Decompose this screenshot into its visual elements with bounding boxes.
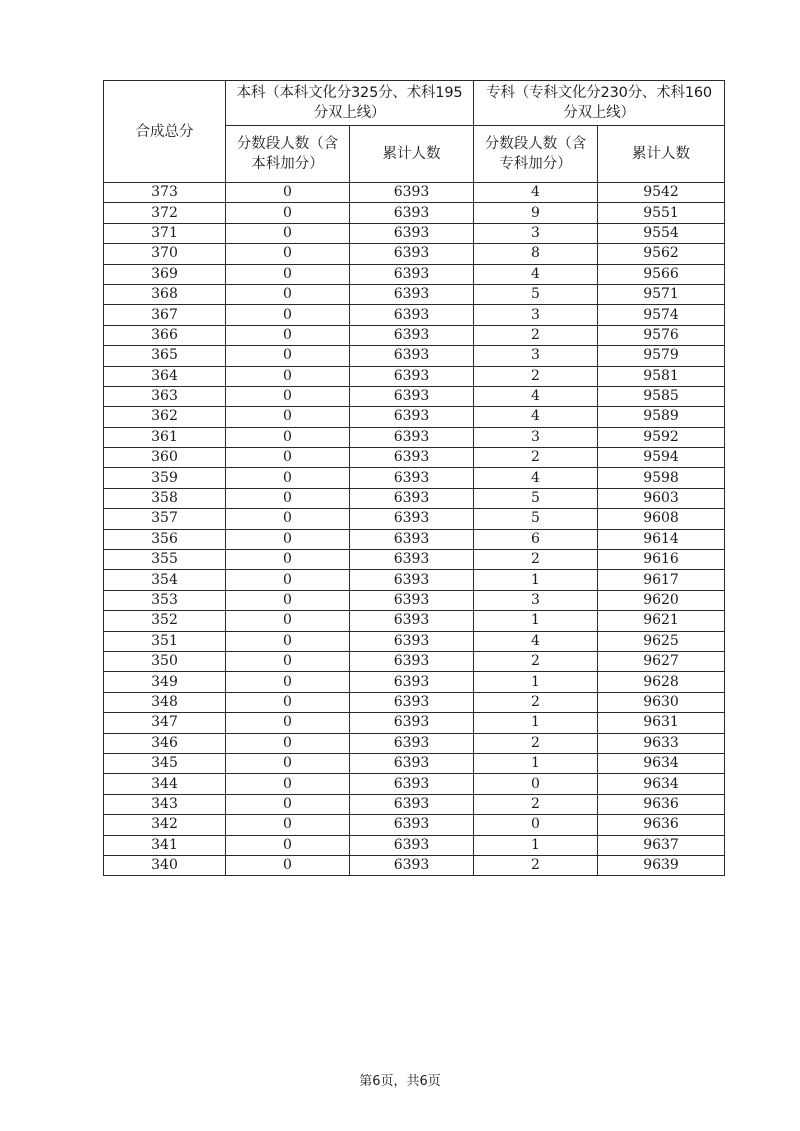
cell-score: 352 <box>104 611 226 631</box>
cell-undergrad-cumulative: 6393 <box>350 835 474 855</box>
cell-junior-cumulative: 9554 <box>598 223 725 243</box>
cell-junior-count: 5 <box>474 284 598 304</box>
cell-junior-count: 3 <box>474 427 598 447</box>
cell-score: 366 <box>104 325 226 345</box>
cell-undergrad-count: 0 <box>226 550 350 570</box>
cell-junior-count: 4 <box>474 468 598 488</box>
cell-undergrad-count: 0 <box>226 692 350 712</box>
cell-score: 348 <box>104 692 226 712</box>
table-row <box>104 570 725 590</box>
cell-undergrad-cumulative: 6393 <box>350 611 474 631</box>
table-row <box>104 305 725 325</box>
header-undergrad-cumulative: 累计人数 <box>350 126 474 183</box>
cell-undergrad-cumulative: 6393 <box>350 325 474 345</box>
table-row <box>104 672 725 692</box>
cell-undergrad-count: 0 <box>226 611 350 631</box>
cell-junior-cumulative: 9566 <box>598 264 725 284</box>
cell-undergrad-cumulative: 6393 <box>350 203 474 223</box>
cell-junior-cumulative: 9579 <box>598 346 725 366</box>
cell-junior-cumulative: 9574 <box>598 305 725 325</box>
cell-score: 349 <box>104 672 226 692</box>
cell-junior-count: 5 <box>474 509 598 529</box>
header-score: 合成总分 <box>104 81 226 183</box>
cell-score: 368 <box>104 284 226 304</box>
cell-junior-cumulative: 9627 <box>598 651 725 671</box>
cell-junior-cumulative: 9630 <box>598 692 725 712</box>
cell-junior-count: 8 <box>474 244 598 264</box>
header-junior-count-line1: 分数段人数（含 <box>484 136 587 152</box>
table-row <box>104 835 725 855</box>
cell-undergrad-cumulative: 6393 <box>350 346 474 366</box>
cell-score: 350 <box>104 651 226 671</box>
cell-score: 351 <box>104 631 226 651</box>
cell-undergrad-count: 0 <box>226 855 350 875</box>
table-row <box>104 590 725 610</box>
cell-undergrad-cumulative: 6393 <box>350 386 474 406</box>
cell-undergrad-count: 0 <box>226 488 350 508</box>
header-junior-cumulative: 累计人数 <box>598 126 725 183</box>
cell-junior-count: 1 <box>474 713 598 733</box>
cell-undergrad-cumulative: 6393 <box>350 774 474 794</box>
cell-undergrad-count: 0 <box>226 509 350 529</box>
cell-junior-cumulative: 9631 <box>598 713 725 733</box>
cell-junior-cumulative: 9617 <box>598 570 725 590</box>
cell-junior-count: 4 <box>474 183 598 203</box>
cell-undergrad-cumulative: 6393 <box>350 692 474 712</box>
header-undergrad-title-line1: 本科（本科文化分325分、术科195 <box>236 85 463 101</box>
table-row <box>104 509 725 529</box>
page-footer: 第6页，共6页 <box>359 1074 441 1089</box>
header-junior-title-line2: 分双上线） <box>563 105 635 121</box>
table-row <box>104 346 725 366</box>
cell-junior-cumulative: 9634 <box>598 774 725 794</box>
cell-undergrad-cumulative: 6393 <box>350 284 474 304</box>
table-row <box>104 611 725 631</box>
cell-junior-cumulative: 9620 <box>598 590 725 610</box>
cell-undergrad-count: 0 <box>226 713 350 733</box>
cell-undergrad-count: 0 <box>226 183 350 203</box>
cell-junior-cumulative: 9589 <box>598 407 725 427</box>
table-row <box>104 488 725 508</box>
cell-undergrad-count: 0 <box>226 651 350 671</box>
cell-junior-cumulative: 9571 <box>598 284 725 304</box>
cell-junior-count: 0 <box>474 815 598 835</box>
header-undergrad-title-line2: 分双上线） <box>313 105 386 121</box>
cell-score: 363 <box>104 386 226 406</box>
cell-undergrad-count: 0 <box>226 305 350 325</box>
cell-score: 354 <box>104 570 226 590</box>
table-row <box>104 692 725 712</box>
cell-junior-cumulative: 9633 <box>598 733 725 753</box>
table-row <box>104 713 725 733</box>
table-row <box>104 774 725 794</box>
cell-undergrad-count: 0 <box>226 835 350 855</box>
cell-undergrad-count: 0 <box>226 264 350 284</box>
cell-junior-cumulative: 9608 <box>598 509 725 529</box>
cell-undergrad-cumulative: 6393 <box>350 815 474 835</box>
cell-junior-count: 2 <box>474 448 598 468</box>
cell-junior-cumulative: 9594 <box>598 448 725 468</box>
cell-junior-count: 4 <box>474 264 598 284</box>
table-row <box>104 733 725 753</box>
cell-undergrad-count: 0 <box>226 672 350 692</box>
cell-score: 373 <box>104 183 226 203</box>
table-row <box>104 427 725 447</box>
cell-junior-cumulative: 9603 <box>598 488 725 508</box>
cell-undergrad-cumulative: 6393 <box>350 183 474 203</box>
cell-undergrad-count: 0 <box>226 529 350 549</box>
cell-undergrad-count: 0 <box>226 631 350 651</box>
cell-junior-cumulative: 9625 <box>598 631 725 651</box>
cell-score: 344 <box>104 774 226 794</box>
cell-junior-cumulative: 9634 <box>598 753 725 773</box>
cell-undergrad-cumulative: 6393 <box>350 672 474 692</box>
table-row <box>104 366 725 386</box>
cell-undergrad-cumulative: 6393 <box>350 488 474 508</box>
cell-junior-count: 9 <box>474 203 598 223</box>
cell-junior-count: 2 <box>474 550 598 570</box>
score-distribution-table <box>103 80 725 876</box>
cell-undergrad-count: 0 <box>226 366 350 386</box>
cell-junior-count: 2 <box>474 325 598 345</box>
cell-junior-cumulative: 9576 <box>598 325 725 345</box>
header-undergrad-count-line1: 分数段人数（含 <box>236 136 339 152</box>
cell-undergrad-cumulative: 6393 <box>350 733 474 753</box>
table-row <box>104 448 725 468</box>
cell-undergrad-cumulative: 6393 <box>350 550 474 570</box>
cell-undergrad-count: 0 <box>226 590 350 610</box>
cell-junior-count: 1 <box>474 753 598 773</box>
table-row <box>104 651 725 671</box>
cell-undergrad-count: 0 <box>226 244 350 264</box>
cell-undergrad-cumulative: 6393 <box>350 713 474 733</box>
cell-undergrad-count: 0 <box>226 407 350 427</box>
cell-junior-cumulative: 9592 <box>598 427 725 447</box>
cell-undergrad-cumulative: 6393 <box>350 570 474 590</box>
cell-undergrad-count: 0 <box>226 794 350 814</box>
cell-undergrad-count: 0 <box>226 203 350 223</box>
cell-undergrad-cumulative: 6393 <box>350 244 474 264</box>
table-row <box>104 386 725 406</box>
cell-junior-count: 4 <box>474 407 598 427</box>
cell-junior-cumulative: 9614 <box>598 529 725 549</box>
cell-undergrad-count: 0 <box>226 753 350 773</box>
cell-undergrad-cumulative: 6393 <box>350 631 474 651</box>
table-row <box>104 550 725 570</box>
cell-junior-count: 4 <box>474 631 598 651</box>
cell-undergrad-count: 0 <box>226 284 350 304</box>
cell-junior-count: 2 <box>474 366 598 386</box>
header-undergrad-count <box>226 126 350 183</box>
table-row <box>104 284 725 304</box>
cell-undergrad-count: 0 <box>226 386 350 406</box>
cell-junior-count: 4 <box>474 386 598 406</box>
cell-undergrad-cumulative: 6393 <box>350 427 474 447</box>
table-row <box>104 631 725 651</box>
cell-score: 347 <box>104 713 226 733</box>
cell-undergrad-cumulative: 6393 <box>350 794 474 814</box>
table-row <box>104 203 725 223</box>
cell-junior-cumulative: 9585 <box>598 386 725 406</box>
cell-junior-count: 1 <box>474 570 598 590</box>
table-row <box>104 325 725 345</box>
cell-undergrad-cumulative: 6393 <box>350 448 474 468</box>
cell-junior-count: 3 <box>474 305 598 325</box>
cell-junior-cumulative: 9637 <box>598 835 725 855</box>
cell-junior-cumulative: 9636 <box>598 815 725 835</box>
cell-junior-cumulative: 9562 <box>598 244 725 264</box>
cell-junior-count: 1 <box>474 672 598 692</box>
cell-undergrad-cumulative: 6393 <box>350 509 474 529</box>
table-row <box>104 753 725 773</box>
cell-undergrad-count: 0 <box>226 427 350 447</box>
cell-score: 364 <box>104 366 226 386</box>
cell-score: 340 <box>104 855 226 875</box>
cell-undergrad-count: 0 <box>226 570 350 590</box>
table-row <box>104 815 725 835</box>
cell-undergrad-cumulative: 6393 <box>350 366 474 386</box>
table-row <box>104 529 725 549</box>
cell-undergrad-cumulative: 6393 <box>350 305 474 325</box>
cell-score: 365 <box>104 346 226 366</box>
header-junior-group <box>474 81 725 126</box>
cell-score: 356 <box>104 529 226 549</box>
cell-score: 346 <box>104 733 226 753</box>
cell-score: 371 <box>104 223 226 243</box>
cell-junior-count: 6 <box>474 529 598 549</box>
cell-score: 361 <box>104 427 226 447</box>
cell-score: 372 <box>104 203 226 223</box>
cell-score: 370 <box>104 244 226 264</box>
table-row <box>104 183 725 203</box>
cell-undergrad-count: 0 <box>226 223 350 243</box>
cell-junior-count: 3 <box>474 590 598 610</box>
cell-junior-count: 3 <box>474 223 598 243</box>
cell-junior-cumulative: 9542 <box>598 183 725 203</box>
header-junior-title-line1: 专科（专科文化分230分、术科160 <box>486 85 712 101</box>
cell-score: 341 <box>104 835 226 855</box>
cell-undergrad-count: 0 <box>226 815 350 835</box>
cell-undergrad-cumulative: 6393 <box>350 223 474 243</box>
cell-junior-count: 1 <box>474 835 598 855</box>
cell-undergrad-cumulative: 6393 <box>350 855 474 875</box>
cell-score: 369 <box>104 264 226 284</box>
cell-score: 353 <box>104 590 226 610</box>
table-row <box>104 244 725 264</box>
table-body <box>104 183 725 876</box>
table-row <box>104 264 725 284</box>
cell-junior-count: 2 <box>474 794 598 814</box>
header-junior-count <box>474 126 598 183</box>
cell-junior-cumulative: 9581 <box>598 366 725 386</box>
cell-junior-count: 1 <box>474 611 598 631</box>
cell-junior-count: 5 <box>474 488 598 508</box>
cell-score: 357 <box>104 509 226 529</box>
table-row <box>104 223 725 243</box>
cell-score: 367 <box>104 305 226 325</box>
cell-junior-count: 2 <box>474 692 598 712</box>
table-row <box>104 855 725 875</box>
table-row <box>104 794 725 814</box>
cell-undergrad-count: 0 <box>226 325 350 345</box>
cell-junior-count: 2 <box>474 855 598 875</box>
cell-junior-count: 2 <box>474 733 598 753</box>
cell-undergrad-count: 0 <box>226 774 350 794</box>
cell-junior-cumulative: 9616 <box>598 550 725 570</box>
cell-score: 360 <box>104 448 226 468</box>
cell-junior-count: 2 <box>474 651 598 671</box>
header-row-groups <box>104 81 725 126</box>
cell-undergrad-count: 0 <box>226 346 350 366</box>
cell-junior-cumulative: 9621 <box>598 611 725 631</box>
cell-undergrad-cumulative: 6393 <box>350 529 474 549</box>
cell-score: 358 <box>104 488 226 508</box>
table-row <box>104 468 725 488</box>
header-junior-count-line2: 专科加分） <box>499 156 572 172</box>
cell-undergrad-cumulative: 6393 <box>350 407 474 427</box>
cell-undergrad-count: 0 <box>226 468 350 488</box>
cell-undergrad-cumulative: 6393 <box>350 264 474 284</box>
cell-junior-count: 0 <box>474 774 598 794</box>
cell-score: 359 <box>104 468 226 488</box>
cell-undergrad-count: 0 <box>226 448 350 468</box>
cell-score: 355 <box>104 550 226 570</box>
cell-junior-cumulative: 9551 <box>598 203 725 223</box>
cell-score: 362 <box>104 407 226 427</box>
cell-score: 343 <box>104 794 226 814</box>
header-undergrad-count-line2: 本科加分） <box>251 156 324 172</box>
cell-junior-count: 3 <box>474 346 598 366</box>
table-row <box>104 407 725 427</box>
header-undergrad-group <box>226 81 474 126</box>
table-header <box>104 81 725 183</box>
cell-score: 345 <box>104 753 226 773</box>
cell-score: 342 <box>104 815 226 835</box>
cell-undergrad-cumulative: 6393 <box>350 753 474 773</box>
cell-junior-cumulative: 9639 <box>598 855 725 875</box>
cell-undergrad-cumulative: 6393 <box>350 651 474 671</box>
cell-junior-cumulative: 9598 <box>598 468 725 488</box>
cell-undergrad-count: 0 <box>226 733 350 753</box>
cell-undergrad-cumulative: 6393 <box>350 590 474 610</box>
cell-junior-cumulative: 9628 <box>598 672 725 692</box>
cell-undergrad-cumulative: 6393 <box>350 468 474 488</box>
cell-junior-cumulative: 9636 <box>598 794 725 814</box>
